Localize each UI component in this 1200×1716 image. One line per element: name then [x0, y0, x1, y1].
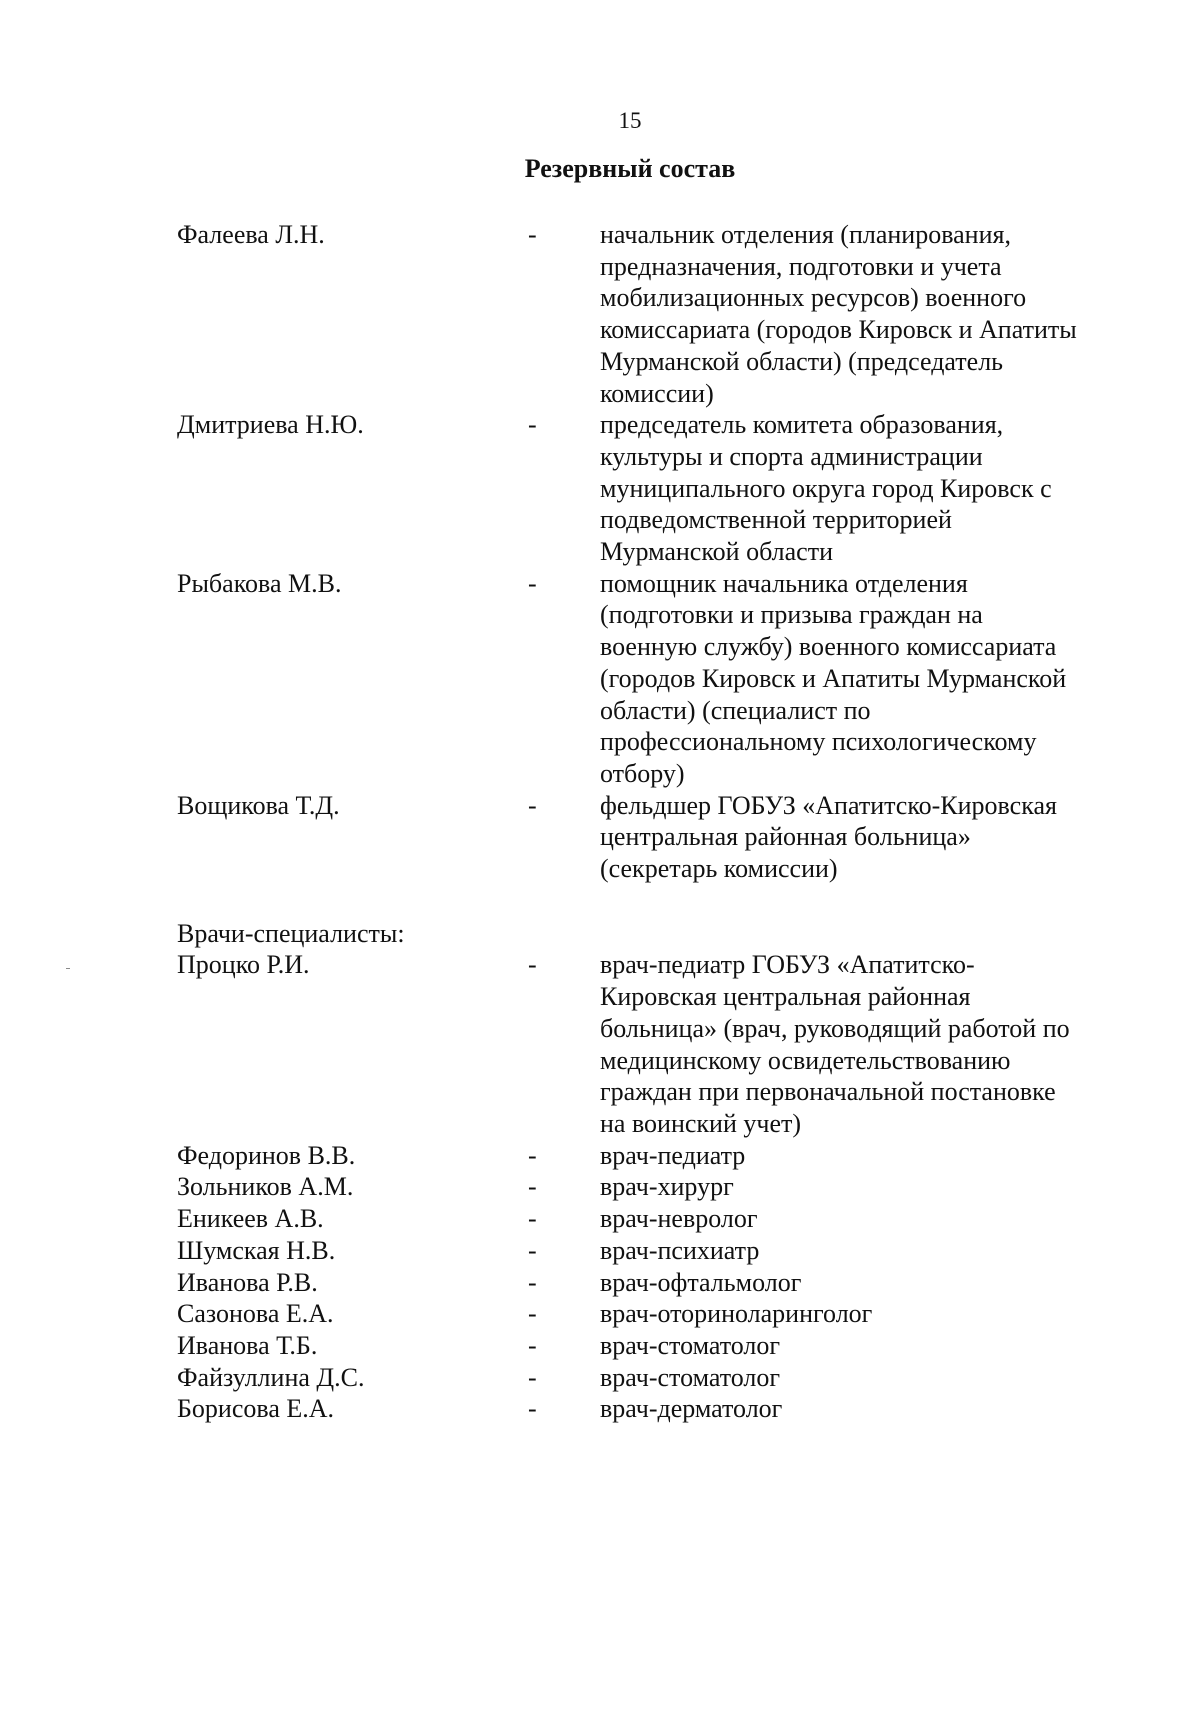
position-line: мобилизационных ресурсов) военного — [600, 283, 1027, 313]
page-title: Резервный состав — [524, 154, 736, 183]
dash-separator: - — [528, 790, 537, 820]
commission-member-row — [177, 790, 1107, 885]
specialist-row — [177, 1393, 1107, 1425]
specialist-row — [177, 1235, 1107, 1267]
specialist-row — [177, 1330, 1107, 1362]
specialist-name: Еникеев А.В. — [177, 1204, 324, 1234]
dash-separator: - — [528, 568, 537, 598]
dash-separator: - — [528, 410, 537, 440]
position-line: Мурманской области — [600, 537, 833, 567]
specialist-name: Зольников А.М. — [177, 1172, 354, 1202]
position-line: подведомственной территорией — [600, 505, 952, 535]
scan-artifact — [66, 968, 70, 969]
dash-separator: - — [528, 1330, 537, 1360]
position-line: председатель комитета образования, — [600, 410, 1004, 440]
spacer — [177, 885, 1107, 918]
position-line: отбору) — [600, 758, 685, 788]
position-line: Мурманской области) (председатель — [600, 346, 1004, 376]
specialist-name: Иванова Т.Б. — [177, 1330, 318, 1360]
member-position — [600, 409, 1107, 568]
dash-separator: - — [528, 1299, 537, 1329]
page-number: 15 — [618, 108, 642, 133]
specialist-role: врач-стоматолог — [600, 1362, 781, 1392]
specialist-name: Иванова Р.В. — [177, 1267, 318, 1297]
position-line: начальник отделения (планирования, — [600, 220, 1011, 249]
dash-separator: - — [528, 950, 537, 980]
specialist-name: Процко Р.И. — [177, 950, 310, 980]
position-line: больница» (врач, руководящий работой по — [600, 1013, 1070, 1043]
position-line: военную службу) военного комиссариата — [600, 632, 1057, 662]
specialist-name: Файзуллина Д.С. — [177, 1362, 365, 1392]
commission-member-row — [177, 409, 1107, 568]
specialist-name: Борисова Е.А. — [177, 1394, 335, 1424]
position-line: (городов Кировск и Апатиты Мурманской — [600, 663, 1067, 693]
dash-separator: - — [528, 1394, 537, 1424]
position-line: помощник начальника отделения — [600, 568, 968, 598]
specialist-row — [177, 1171, 1107, 1203]
specialist-row — [177, 1298, 1107, 1330]
specialist-name: Шумская Н.В. — [177, 1235, 336, 1265]
specialist-role: врач-невролог — [600, 1204, 758, 1234]
member-position — [600, 568, 1107, 790]
commission-list — [177, 219, 1107, 1425]
dash-separator: - — [528, 1204, 537, 1234]
position-line: культуры и спорта администрации — [600, 441, 983, 471]
commission-member-row — [177, 568, 1107, 790]
dash-separator: - — [528, 1172, 537, 1202]
position-line: (секретарь комиссии) — [600, 854, 838, 884]
position-line: центральная районная больница» — [600, 822, 971, 852]
specialist-role: врач-педиатр — [600, 1140, 746, 1170]
position-line: предназначения, подготовки и учета — [600, 251, 1002, 281]
position-line: муниципального округа город Кировск с — [600, 473, 1052, 503]
member-name: Рыбакова М.В. — [177, 568, 342, 598]
specialist-row — [177, 1140, 1107, 1172]
specialist-role: врач-дерматолог — [600, 1394, 783, 1424]
position-line: врач-педиатр ГОБУЗ «Апатитско- — [600, 950, 975, 980]
position-line: фельдшер ГОБУЗ «Апатитско-Кировская — [600, 790, 1057, 820]
specialist-row — [177, 949, 1107, 1139]
specialist-role: врач-офтальмолог — [600, 1267, 802, 1297]
position-line: комиссии) — [600, 378, 714, 408]
dash-separator: - — [528, 1267, 537, 1297]
member-position — [600, 219, 1107, 409]
specialist-row — [177, 1362, 1107, 1394]
position-line: на воинский учет) — [600, 1108, 802, 1138]
position-line: (подготовки и призыва граждан на — [600, 600, 983, 630]
dash-separator: - — [528, 1235, 537, 1265]
specialist-row — [177, 1267, 1107, 1299]
specialists-heading: Врачи-специалисты: — [177, 918, 405, 948]
member-name: Дмитриева Н.Ю. — [177, 410, 364, 440]
member-name: Вощикова Т.Д. — [177, 790, 340, 820]
commission-member-row — [177, 219, 1107, 409]
specialist-role: врач-психиатр — [600, 1235, 760, 1265]
position-line: граждан при первоначальной постановке — [600, 1077, 1056, 1107]
position-line: комиссариата (городов Кировск и Апатиты — [600, 315, 1077, 345]
specialist-name: Федоринов В.В. — [177, 1140, 356, 1170]
dash-separator: - — [528, 1362, 537, 1392]
member-name: Фалеева Л.Н. — [177, 220, 325, 249]
dash-separator: - — [528, 220, 537, 249]
member-position — [600, 790, 1107, 885]
position-line: профессиональному психологическому — [600, 727, 1037, 757]
specialist-row — [177, 1203, 1107, 1235]
specialist-role: врач-хирург — [600, 1172, 734, 1202]
specialist-role: врач-оториноларинголог — [600, 1299, 873, 1329]
specialist-name: Сазонова Е.А. — [177, 1299, 334, 1329]
position-line: Кировская центральная районная — [600, 982, 971, 1012]
specialist-position — [600, 949, 1107, 1139]
position-line: области) (специалист по — [600, 695, 871, 725]
position-line: медицинскому освидетельствованию — [600, 1045, 1011, 1075]
dash-separator: - — [528, 1140, 537, 1170]
specialist-role: врач-стоматолог — [600, 1330, 781, 1360]
